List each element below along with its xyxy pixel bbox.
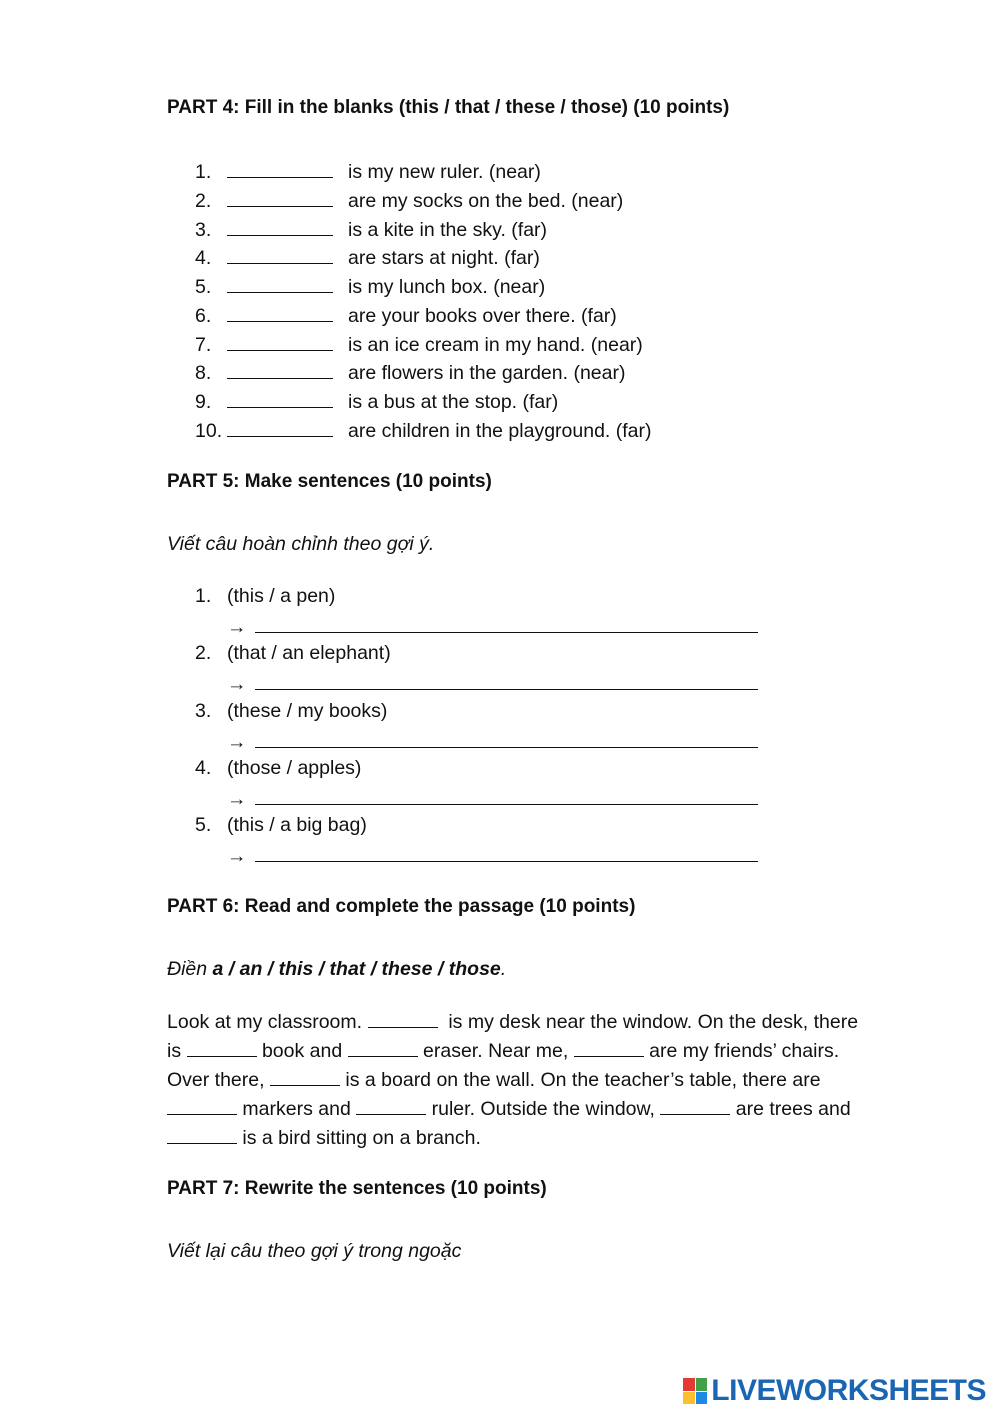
passage-blank[interactable] — [356, 1098, 426, 1115]
answer-line[interactable] — [255, 845, 758, 862]
item-number: 10. — [195, 420, 223, 442]
passage-line — [167, 1066, 937, 1095]
item-text: are your books over there. (far) — [348, 305, 617, 327]
list-item — [195, 814, 367, 837]
item-number: 3. — [195, 700, 212, 722]
list-item — [195, 388, 558, 417]
item-text: are children in the playground. (far) — [348, 420, 652, 442]
list-item — [195, 417, 652, 446]
item-number: 2. — [195, 190, 212, 212]
part7-instruction: Viết lại câu theo gợi ý trong ngoặc — [167, 1240, 462, 1262]
answer-blank[interactable] — [227, 420, 333, 437]
list-item — [195, 757, 361, 780]
item-text: are stars at night. (far) — [348, 247, 540, 269]
item-prompt: (those / apples) — [227, 757, 362, 779]
passage-blank[interactable] — [348, 1040, 418, 1057]
item-number: 4. — [195, 247, 212, 269]
passage-text: Over there, — [167, 1069, 265, 1091]
list-item — [195, 331, 643, 360]
passage-text: is my desk near the window. On the desk, there — [448, 1011, 859, 1033]
instruction-suffix: . — [500, 958, 507, 980]
arrow-icon: → — [227, 673, 247, 695]
item-text: is my lunch box. (near) — [348, 276, 546, 298]
item-number: 5. — [195, 814, 212, 836]
item-prompt: (this / a pen) — [227, 585, 336, 607]
answer-blank[interactable] — [227, 161, 333, 178]
part4-heading: PART 4: Fill in the blanks (this / that / these / those) (10 points) — [167, 97, 730, 118]
item-text: is my new ruler. (near) — [348, 161, 541, 183]
passage-blank[interactable] — [167, 1127, 237, 1144]
brand-name: LIVEWORKSHEETS — [711, 1374, 986, 1407]
list-item — [195, 642, 391, 665]
answer-line[interactable] — [255, 788, 758, 805]
list-item — [195, 700, 387, 723]
item-number: 7. — [195, 334, 212, 356]
passage-blank[interactable] — [660, 1098, 730, 1115]
passage-line — [167, 1124, 937, 1153]
passage-text: ruler. Outside the window, — [431, 1098, 655, 1120]
passage-text: is a board on the wall. On the teacher’s table, there are — [345, 1069, 821, 1091]
item-number: 8. — [195, 362, 212, 384]
answer-blank[interactable] — [227, 276, 333, 293]
passage-text: eraser. Near me, — [423, 1040, 569, 1062]
item-text: is a bus at the stop. (far) — [348, 391, 559, 413]
item-number: 2. — [195, 642, 212, 664]
list-item — [195, 244, 540, 273]
arrow-icon: → — [227, 788, 247, 810]
item-prompt: (these / my books) — [227, 700, 388, 722]
item-text: is a kite in the sky. (far) — [348, 219, 548, 241]
answer-line[interactable] — [255, 673, 758, 690]
answer-blank[interactable] — [227, 362, 333, 379]
answer-blank[interactable] — [227, 391, 333, 408]
passage-blank[interactable] — [270, 1069, 340, 1086]
passage-text: book and — [261, 1040, 343, 1062]
instruction-prefix: Điền — [167, 958, 213, 980]
passage-blank[interactable] — [368, 1011, 438, 1028]
passage-blank[interactable] — [187, 1040, 257, 1057]
answer-blank[interactable] — [227, 190, 333, 207]
item-number: 4. — [195, 757, 212, 779]
passage-line — [167, 1008, 937, 1037]
item-text: are my socks on the bed. (near) — [348, 190, 624, 212]
liveworksheets-logo — [683, 1374, 986, 1408]
passage — [167, 1008, 937, 1153]
list-item — [195, 585, 335, 608]
item-prompt: (this / a big bag) — [227, 814, 367, 836]
answer-line[interactable] — [255, 616, 758, 633]
arrow-icon: → — [227, 731, 247, 753]
answer-row — [227, 845, 758, 868]
answer-blank[interactable] — [227, 334, 333, 351]
arrow-icon: → — [227, 845, 247, 867]
answer-blank[interactable] — [227, 219, 333, 236]
item-number: 5. — [195, 276, 212, 298]
answer-line[interactable] — [255, 731, 758, 748]
passage-text: is — [167, 1040, 182, 1062]
list-item — [195, 158, 541, 187]
answer-row — [227, 731, 758, 754]
part7-heading: PART 7: Rewrite the sentences (10 points) — [167, 1178, 547, 1199]
item-number: 6. — [195, 305, 212, 327]
item-number: 3. — [195, 219, 212, 241]
item-number: 1. — [195, 161, 212, 183]
list-item — [195, 302, 617, 331]
arrow-icon: → — [227, 616, 247, 638]
passage-text: are trees and — [735, 1098, 851, 1120]
passage-text: markers and — [242, 1098, 351, 1120]
part5-instruction: Viết câu hoàn chỉnh theo gợi ý. — [167, 533, 435, 555]
list-item — [195, 187, 623, 216]
passage-line — [167, 1037, 937, 1066]
list-item — [195, 273, 545, 302]
item-prompt: (that / an elephant) — [227, 642, 391, 664]
answer-blank[interactable] — [227, 305, 333, 322]
part6-instruction — [167, 958, 506, 981]
item-text: are flowers in the garden. (near) — [348, 362, 626, 384]
passage-text: is a bird sitting on a branch. — [242, 1127, 481, 1149]
item-text: is an ice cream in my hand. (near) — [348, 334, 643, 356]
answer-row — [227, 788, 758, 811]
passage-text: Look at my classroom. — [167, 1011, 363, 1033]
answer-row — [227, 673, 758, 696]
list-item — [195, 359, 625, 388]
answer-blank[interactable] — [227, 247, 333, 264]
list-item — [195, 216, 547, 245]
passage-line — [167, 1095, 937, 1124]
part5-heading: PART 5: Make sentences (10 points) — [167, 471, 492, 492]
passage-blank[interactable] — [574, 1040, 644, 1057]
passage-text: are my friends’ chairs. — [649, 1040, 840, 1062]
part6-heading: PART 6: Read and complete the passage (10 points) — [167, 896, 636, 917]
liveworksheets-icon — [683, 1378, 707, 1404]
item-number: 1. — [195, 585, 212, 607]
passage-blank[interactable] — [167, 1098, 237, 1115]
answer-row — [227, 616, 758, 639]
item-number: 9. — [195, 391, 212, 413]
instruction-options: a / an / this / that / these / those — [212, 958, 501, 980]
